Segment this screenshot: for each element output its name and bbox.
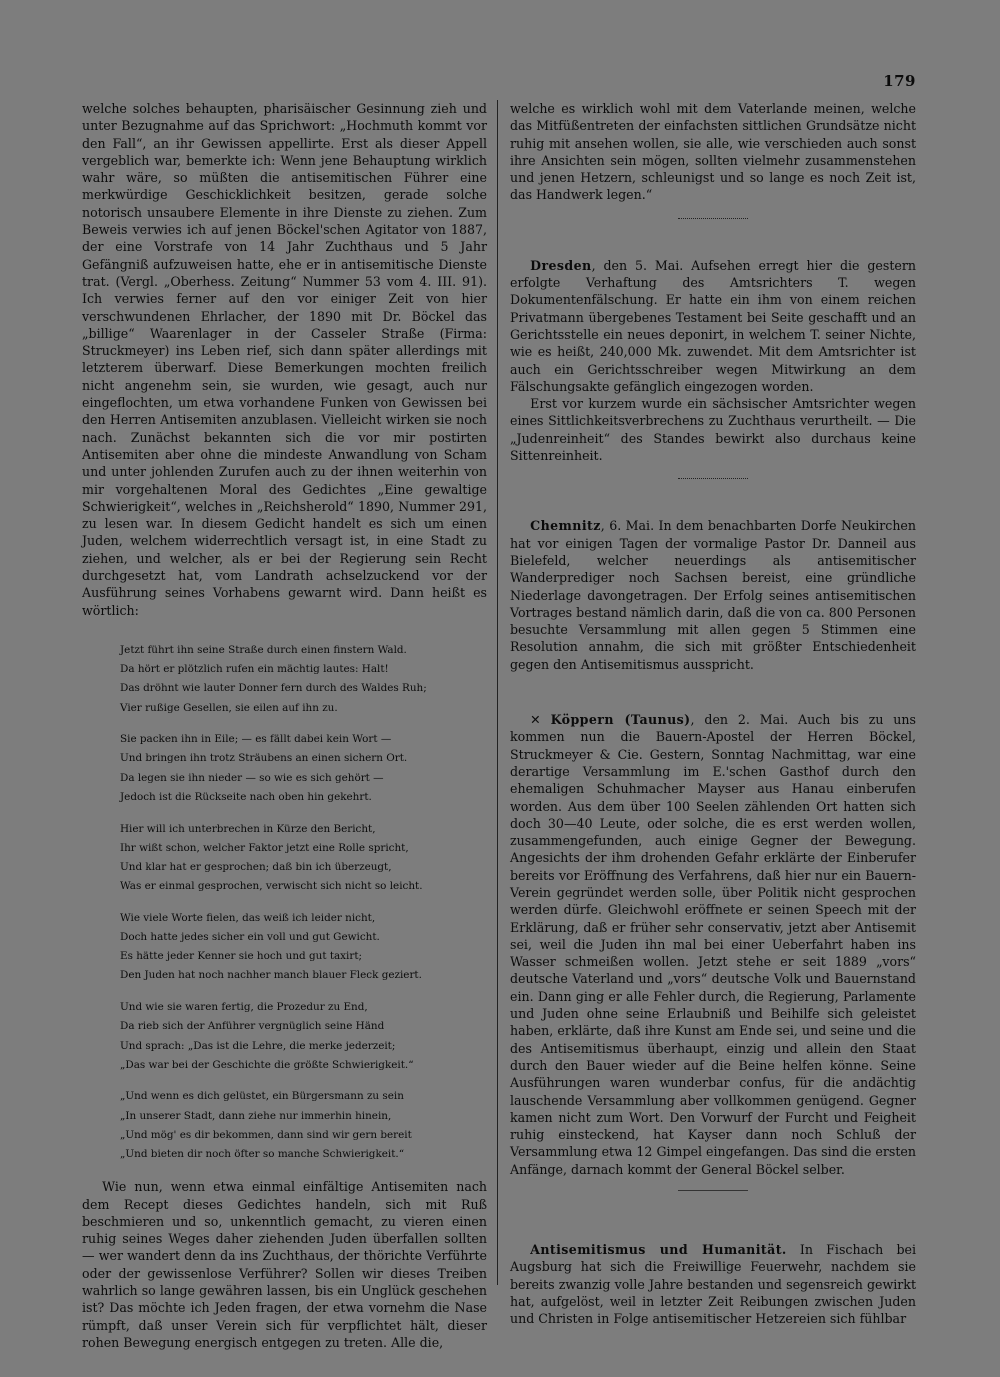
poem-line: Es hätte jeder Kenner sie hoch und gut taxirt; (120, 950, 363, 963)
article-chemnitz (510, 517, 916, 673)
poem-line: „Und mög' es dir bekommen, dann sind wir gern bereit (120, 1128, 412, 1141)
poem-line: Doch hatte jedes sicher ein voll und gut Gewicht. (120, 931, 380, 944)
poem-stanza-2 (120, 730, 487, 807)
poem-line: Und bringen ihn trotz Sträubens an einen sichern Ort. (120, 752, 408, 765)
dateline-dresden: Dresden (530, 257, 592, 273)
dateline-koeppern: Köppern (Taunus) (550, 712, 691, 728)
poem-line: Das dröhnt wie lauter Donner fern durch des Waldes Ruh; (120, 682, 427, 695)
article-koeppern-text: , den 2. Mai. Auch bis zu uns kommen nun die Bauern-Apostel der Herren Böckel, Struckmeyer & Cie. Gestern, Sonntag Nachmittag, war eine derartige Versammlung im E.'schen Gasthof durch den ehemaligen Schuhmacher Mayser aus Hanau einberufen worden. Aus dem über 100 Seelen zählenden Ort hatten sich doch 30—40 Leute, oder solche, die es erst werden wollen, zusammengefunden, auch einige Gegner der Bewegung. Angesichts der ihm drohenden Gefahr erklärte der Einberufer bereits vor Eröffnung des Verfahrens, daß hier nur ein Bauern-Verein gegründet werden solle, über Politik nicht gesprochen werden dürfe. Gleichwohl eröffnete er seinen Speech mit der Erklärung, daß er früher sehr conservativ, jetzt aber Antisemit sei, weil die Juden ihn mal bei einer Ueberfahrt haben ins Wasser schmeißen wollen. Jetzt stehe er seit 1889 „vors“ deutsche Vaterland und „vors“ deutsche Volk und Bauernstand ein. Dann ging er alle Fehler durch, die Regierung, Parlamente und Juden ohne seine Erlaubniß und Beihilfe sich geleistet haben, erklärte, daß ihre Kunst am Ende sei, und seine und die des Antisemitismus überhaupt, einzig und allein den Staat durch den Bauer wieder auf die Beine helfen könne. Seine Ausführungen waren wunderbar confus, für die andächtig lauschende Versammlung aber vollkommen genügend. Gegner kamen nicht zum Wort. Den Vorwurf der Furcht und Feigheit ruhig einsteckend, hat Kayser dann noch Schluß der Versammlung etwa 12 Gimpel eingefangen. Das sind die ersten Anfänge, darnach kommt der General Böckel selber. (510, 712, 916, 1177)
poem-line: Vier rußige Gesellen, sie eilen auf ihn zu. (120, 701, 338, 714)
poem-line: Wie viele Worte fielen, das weiß ich leider nicht, (120, 911, 376, 924)
left-paragraph-2: Wie nun, wenn etwa einmal einfältige Antisemiten nach dem Recept dieses Gedichtes handeln, sich mit Ruß beschmieren und so, unkenntlich gemacht, zu vieren einen ruhig seines Weges daher ziehenden Juden überfallen sollten — wer wandert denn da ins Zuchthaus, der thörichte Verführte oder der gewissenlose Verführer? Sollen wir dieses Treiben wahrlich so lange gewähren lassen, bis ein Unglück geschehen ist? Das möchte ich Jeden fragen, der etwa vornehm die Nase rümpft, daß unser Verein sich für verpflichtet hält, dieser rohen Bewegung energisch entgegen zu treten. Alle die, (82, 1179, 487, 1350)
poem-line: Da rieb sich der Anführer vergnüglich seine Händ (120, 1020, 385, 1033)
poem-line: Den Juden hat noch nachher manch blauer Fleck geziert. (120, 969, 422, 982)
poem-line: Jetzt führt ihn seine Straße durch einen finstern Wald. (120, 643, 407, 656)
poem-line: „Und wenn es dich gelüstet, ein Bürgersmann zu sein (120, 1090, 404, 1103)
article-koeppern (510, 711, 916, 1178)
section-separator (678, 1190, 748, 1191)
article-antisemitismus (510, 1241, 916, 1327)
poem-stanza-4 (120, 909, 487, 986)
article-chemnitz-text: , 6. Mai. In dem benachbarten Dorfe Neukirchen hat vor einigen Tagen der vormalige Pastor Dr. Danneil aus Bielefeld, welcher neuerdings als antisemitischer Wanderprediger noch Sachsen bereist, eine gründliche Niederlage davongetragen. Der Erfolg seines antisemitischen Vortrages bestand nämlich darin, daß die von ca. 800 Personen besuchte Versammlung mit allen gegen 5 Stimmen eine Resolution annahm, die sich mit größter Entschiedenheit gegen den Antisemitismus ausspricht. (510, 518, 916, 672)
poem-stanza-3 (120, 820, 487, 897)
heading-antisemitismus: Antisemitismus und Humanität. (530, 1242, 787, 1258)
cross-mark-icon: ✕ (530, 712, 541, 728)
poem-line: „Das war bei der Geschichte die größte Schwierigkeit.“ (120, 1058, 414, 1071)
poem-line: Und wie sie waren fertig, die Prozedur zu End, (120, 1001, 368, 1014)
article-antisemitismus-text: In Fischach bei Augsburg hat sich die Freiwillige Feuerwehr, nachdem sie bereits zwanzig volle Jahre bestanden und segensreich gewirkt hat, aufgelöst, weil in letzter Zeit Reibungen zwischen Juden und Christen in Folge antisemitischer Hetzereien sich fühlbar (510, 1242, 916, 1327)
poem-line: Da hört er plötzlich rufen ein mächtig lautes: Halt! (120, 663, 389, 676)
article-dresden-paragraph-2: Erst vor kurzem wurde ein sächsischer Amtsrichter wegen eines Sittlichkeitsverbrechens zu Zuchthaus verurtheilt. — Die „Judenreinheit“ des Standes bewirkt also durchaus keine Sittenreinheit. (510, 396, 916, 464)
poem-line: Und sprach: „Das ist die Lehre, die merke jederzeit; (120, 1039, 396, 1052)
column-divider (497, 100, 498, 1285)
poem-line: „In unserer Stadt, dann ziehe nur immerhin hinein, (120, 1109, 392, 1122)
poem-stanza-5 (120, 998, 487, 1075)
dateline-chemnitz: Chemnitz (530, 518, 601, 534)
left-column (82, 100, 487, 1351)
poem-stanza-1 (120, 641, 487, 718)
right-column (510, 100, 916, 1328)
poem-stanza-6 (120, 1087, 487, 1164)
poem (120, 641, 487, 1164)
section-separator (678, 478, 748, 479)
poem-line: Hier will ich unterbrechen in Kürze den Bericht, (120, 822, 376, 835)
article-dresden (510, 257, 916, 395)
left-paragraph-1: welche solches behaupten, pharisäischer Gesinnung zieh und unter Bezugnahme auf das Sprichwort: „Hochmuth kommt vor den Fall“, an ihr Gewissen appellirte. Erst als dieser Appell vergeblich war, bemerkte ich: Wenn jene Behauptung wirklich wahr wäre, so müßten die antisemitischen Führer eine merkwürdige Geschicklichkeit besitzen, gerade solche notorisch unsaubere Elemente in ihre Dienste zu ziehen. Zum Beweis verwies ich auf jenen Böckel'schen Agitator von 1887, der eine Vorstrafe von 14 Jahr Zuchthaus und 5 Jahr Gefängniß aufzuweisen hatte, ehe er in antisemitische Dienste trat. (Vergl. „Oberhess. Zeitung“ Nummer 53 vom 4. III. 91). Ich verwies ferner auf den vor einiger Zeit von hier verschwundenen Ehrlacher, der 1890 mit Dr. Böckel das „billige“ Waarenlager in der Casseler Straße (Firma: Struckmeyer) ins Leben rief, sich dann später allerdings mit letzterem überwarf. Diese Bemerkungen mochten freilich nicht angenehm sein, sie wurden, wie gesagt, auch nur eingeflochten, um etwa vorhandene Funken von Gewissen bei den Herren Antisemiten anzublasen. Vielleicht wirken sie noch nach. Zunächst bekannten sich die vor mir postirten Antisemiten aber ohne die mindeste Anwandlung von Scham und unter johlenden Zurufen auch zu der ihnen weiterhin von mir vorgehaltenen Moral des Gedichtes „Eine gewaltige Schwierigkeit“, welches in „Reichsherold“ 1890, Nummer 291, zu lesen war. In diesem Gedicht handelt es sich um einen Juden, welchem widerrechtlich versagt ist, in eine Stadt zu ziehen, und welcher, als er bei der Regierung sein Recht durchgesetzt hat, vom Landrath achselzuckend vor der Ausführung seines Vorhabens gewarnt wird. Dann heißt es wörtlich: (82, 101, 487, 618)
poem-line: Da legen sie ihn nieder — so wie es sich gehört — (120, 771, 384, 784)
poem-line: Ihr wißt schon, welcher Faktor jetzt eine Rolle spricht, (120, 841, 409, 854)
poem-line: Und klar hat er gesprochen; daß bin ich überzeugt, (120, 860, 392, 873)
right-continuation: welche es wirklich wohl mit dem Vaterlande meinen, welche das Mitfüßentreten der einfachsten sittlichen Grundsätze nicht ruhig mit ansehen wollen, sie alle, wie verschieden auch sonst ihre Ansichten sein mögen, sollten vielmehr zusammenstehen und jenen Hetzern, schleunigst und so lange es noch Zeit ist, das Handwerk legen.“ (510, 101, 916, 203)
poem-line: Jedoch ist die Rückseite nach oben hin gekehrt. (120, 790, 372, 803)
page-number: 179 (883, 72, 916, 90)
article-dresden-text: , den 5. Mai. Aufsehen erregt hier die gestern erfolgte Verhaftung des Amtsrichters T. wegen Dokumentenfälschung. Er hatte ein ihm von einem reichen Privatmann übergebenes Testament bei Seite geschafft und an Gerichtsstelle ein neues deponirt, in welchem T. seiner Nichte, wie es heißt, 240,000 Mk. zuwendet. Mit dem Amtsrichter ist auch ein Gerichtsschreiber wegen Mitwirkung an dem Fälschungsakte gefänglich eingezogen worden. (510, 257, 916, 394)
poem-line: „Und bieten dir noch öfter so manche Schwierigkeit.“ (120, 1148, 405, 1161)
poem-line: Was er einmal gesprochen, verwischt sich nicht so leicht. (120, 880, 423, 893)
poem-line: Sie packen ihn in Eile; — es fällt dabei kein Wort — (120, 733, 392, 746)
section-separator (678, 218, 748, 219)
